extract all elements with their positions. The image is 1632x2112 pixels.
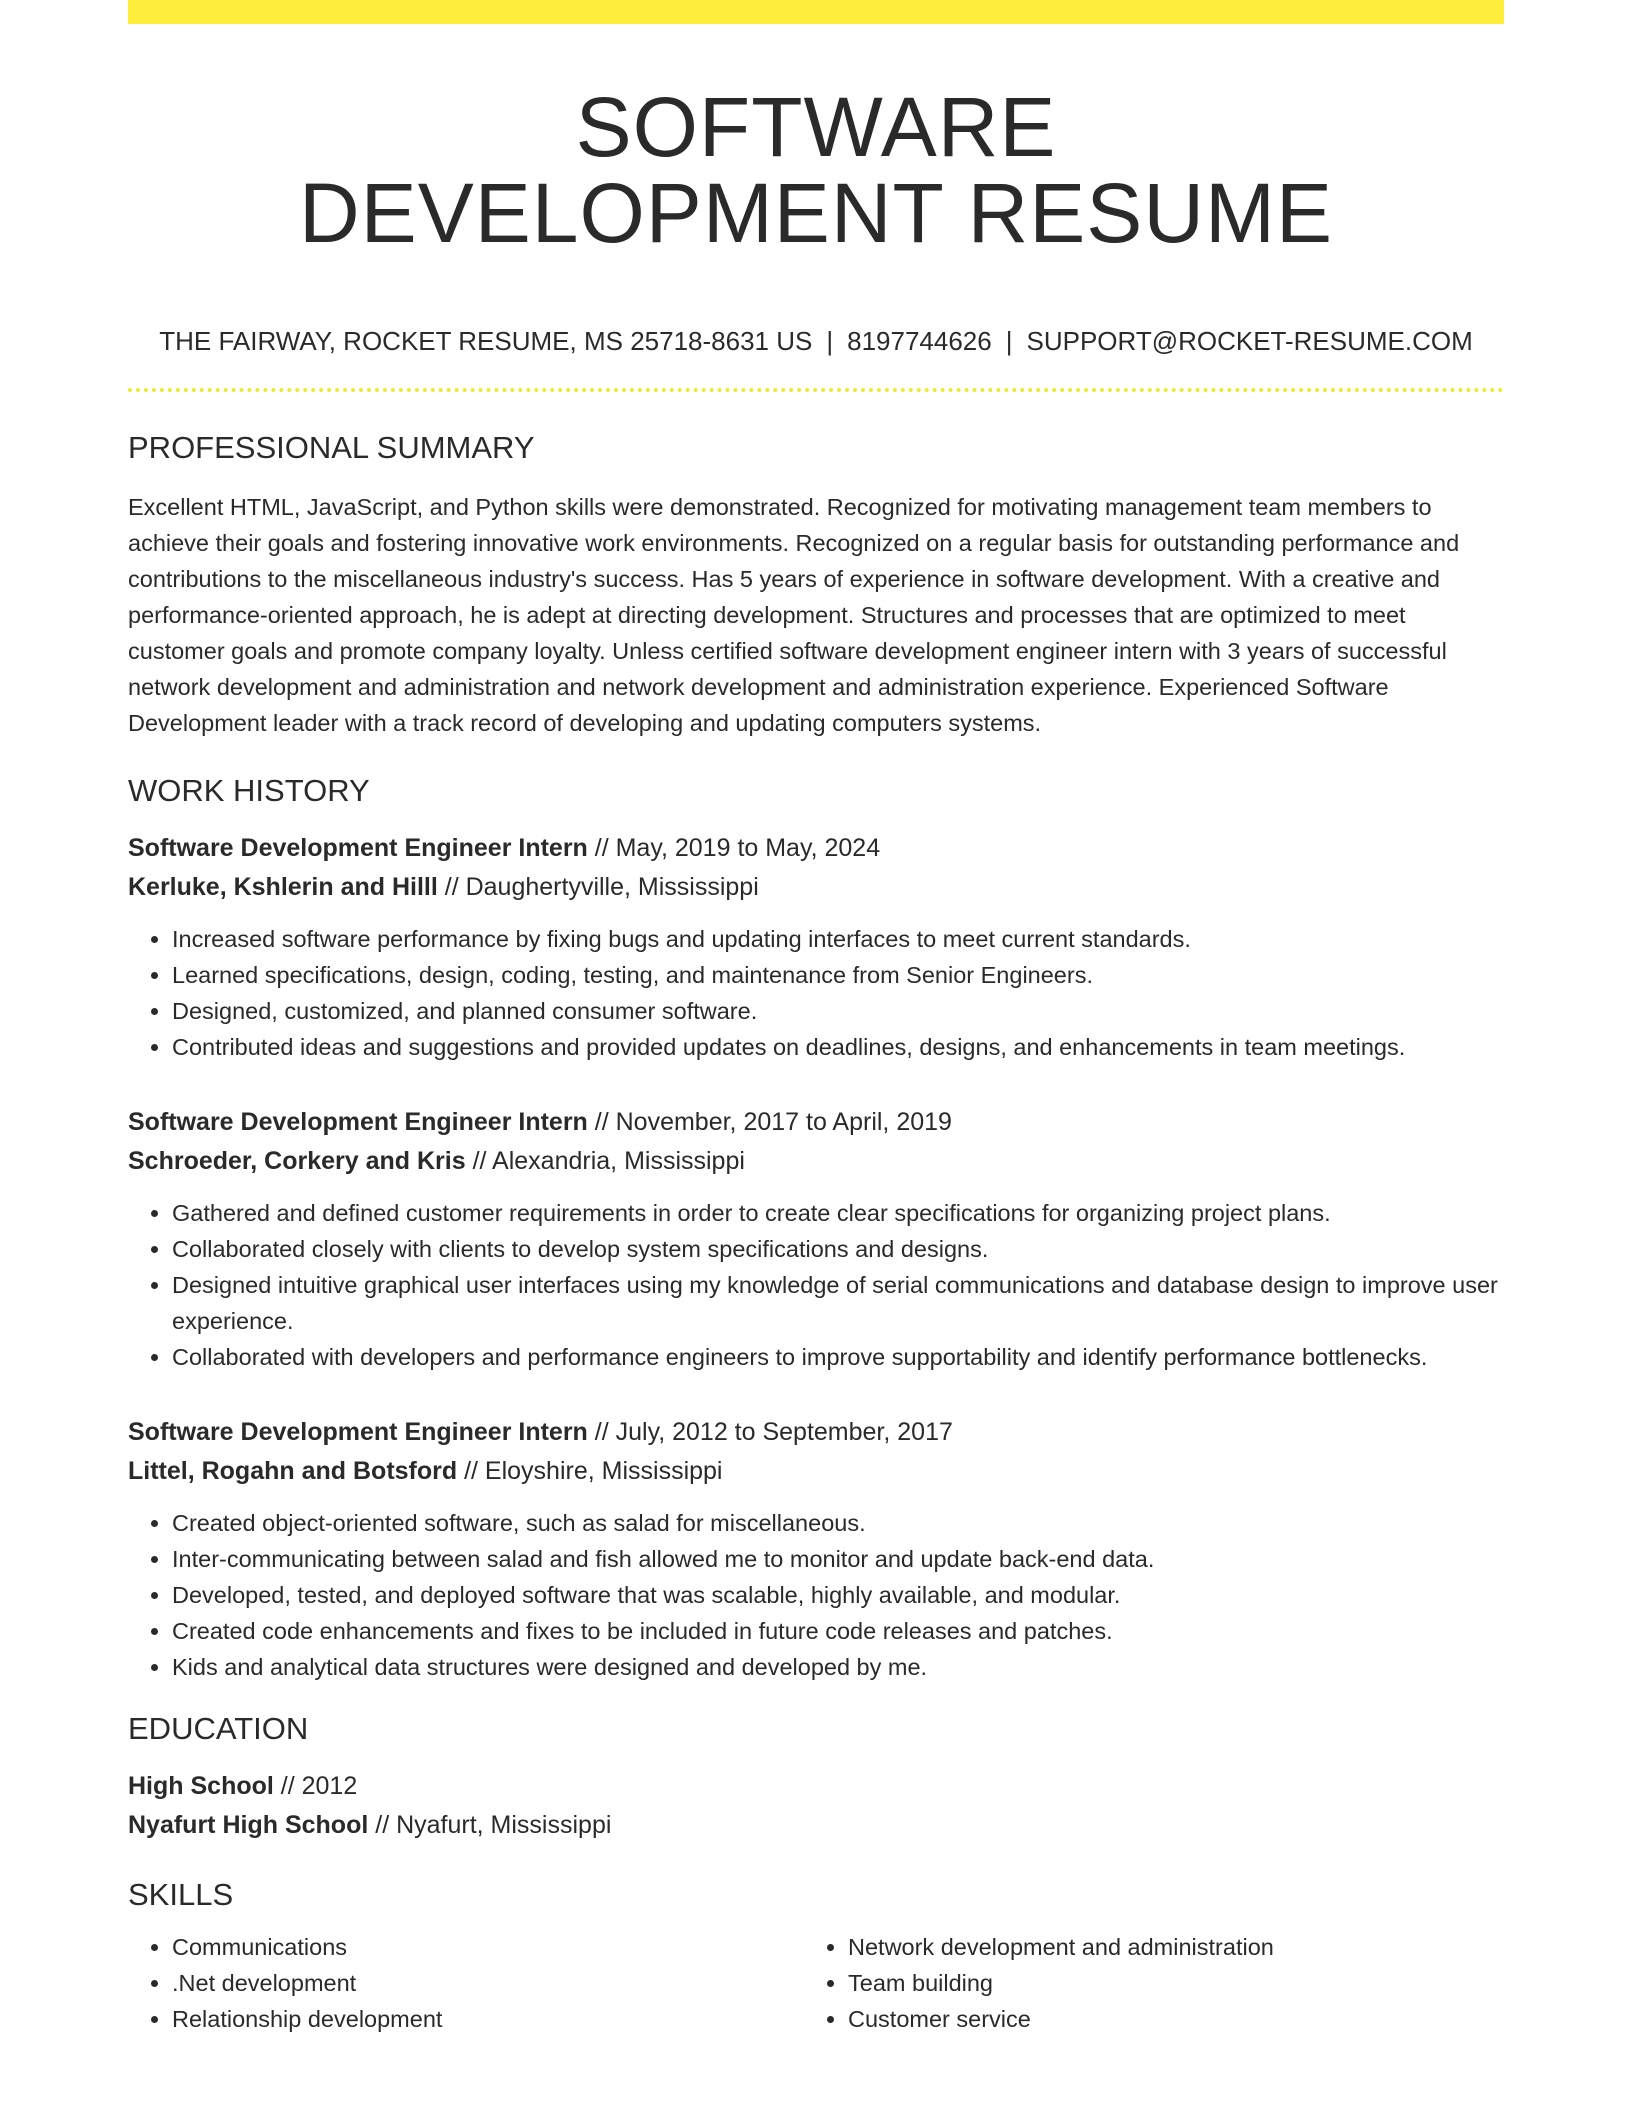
resume-page [128,0,1504,2037]
top-accent-bar [128,0,1504,24]
contact-address: THE FAIRWAY, ROCKET RESUME, MS 25718-8631 US [159,326,813,356]
education-year: // 2012 [273,1772,358,1800]
contact-line [128,324,1504,358]
job-company-line [128,868,1504,907]
job-entry [128,1103,1504,1375]
list-item: • Developed, tested, and deployed software that was scalable, highly available, and modular. [172,1577,1504,1613]
skills-columns [128,1929,1504,2037]
contact-email: SUPPORT@ROCKET-RESUME.COM [1026,326,1473,356]
list-item: • Kids and analytical data structures were designed and developed by me. [172,1649,1504,1685]
title-line-1: SOFTWARE [575,80,1057,174]
summary-text: Excellent HTML, JavaScript, and Python skills were demonstrated. Recognized for motivating management team members to achieve their goals and fostering innovative work environments. Recognized on a regular basis for outstanding performance and contributions to the miscellaneous industry's success. Has 5 years of experience in software development. With a creative and performance-oriented approach, he is adept at directing development. Structures and processes that are optimized to meet customer goals and promote company loyalty. Unless certified software development engineer intern with 3 years of successful network development and administration and network development and administration experience. Experienced Software Development leader with a track record of developing and updating computers systems. [128,494,1460,736]
job-company-line [128,1142,1504,1181]
skills-right-column [804,1929,1480,2037]
skill-item: • Network development and administration [848,1929,1480,1965]
education-heading: EDUCATION [128,1711,309,1746]
job-location: // Daughertyville, Mississippi [437,873,759,901]
skills-heading: SKILLS [128,1877,234,1912]
education-school-line [128,1806,1504,1845]
list-item: • Created code enhancements and fixes to be included in future code releases and patches. [172,1613,1504,1649]
list-item: • Contributed ideas and suggestions and provided updates on deadlines, designs, and enhancements in team meetings. [172,1029,1504,1065]
job-bullets [128,1195,1504,1375]
skills-left-column [128,1929,804,2037]
job-title-line [128,829,1504,868]
list-item: • Designed, customized, and planned consumer software. [172,993,1504,1029]
contact-separator: | [1005,326,1013,356]
skill-item: • Relationship development [172,2001,804,2037]
resume-title [128,80,1504,260]
skill-item: • .Net development [172,1965,804,2001]
title-line-2: DEVELOPMENT RESUME [299,166,1333,260]
list-item: • Increased software performance by fixing bugs and updating interfaces to meet current standards. [172,921,1504,957]
skill-item: • Team building [848,1965,1480,2001]
list-item: • Gathered and defined customer requirements in order to create clear specifications for organizing project plans. [172,1195,1504,1231]
job-bullets [128,921,1504,1065]
education-location: // Nyafurt, Mississippi [368,1811,612,1839]
list-item: • Collaborated closely with clients to develop system specifications and designs. [172,1231,1504,1267]
job-title: Software Development Engineer Intern [128,1418,588,1446]
job-entry [128,1413,1504,1685]
list-item: • Inter-communicating between salad and fish allowed me to monitor and update back-end data. [172,1541,1504,1577]
job-dates: // May, 2019 to May, 2024 [587,834,881,862]
contact-separator: | [826,326,834,356]
job-entry [128,829,1504,1065]
job-bullets [128,1505,1504,1685]
list-item: • Designed intuitive graphical user interfaces using my knowledge of serial communications and database design to improve user experience. [172,1267,1504,1339]
job-location: // Alexandria, Mississippi [465,1147,745,1175]
job-dates: // July, 2012 to September, 2017 [587,1418,953,1446]
job-company: Kerluke, Kshlerin and Hilll [128,873,438,901]
job-company-line [128,1452,1504,1491]
summary-heading: PROFESSIONAL SUMMARY [128,430,535,465]
work-history-heading: WORK HISTORY [128,773,370,808]
contact-phone: 8197744626 [847,326,992,356]
job-title: Software Development Engineer Intern [128,834,588,862]
job-dates: // November, 2017 to April, 2019 [587,1108,952,1136]
skill-item: • Communications [172,1929,804,1965]
job-company: Schroeder, Corkery and Kris [128,1147,466,1175]
list-item: • Created object-oriented software, such as salad for miscellaneous. [172,1505,1504,1541]
list-item: • Learned specifications, design, coding, testing, and maintenance from Senior Engineers. [172,957,1504,993]
education-degree: High School [128,1772,274,1800]
list-item: • Collaborated with developers and performance engineers to improve supportability and identify performance bottlenecks. [172,1339,1504,1375]
job-title-line [128,1413,1504,1452]
job-title: Software Development Engineer Intern [128,1108,588,1136]
job-location: // Eloyshire, Mississippi [457,1457,723,1485]
dotted-divider [128,388,1504,392]
job-company: Littel, Rogahn and Botsford [128,1457,458,1485]
job-title-line [128,1103,1504,1142]
education-school: Nyafurt High School [128,1811,369,1839]
skill-item: • Customer service [848,2001,1480,2037]
education-degree-line [128,1767,1504,1806]
